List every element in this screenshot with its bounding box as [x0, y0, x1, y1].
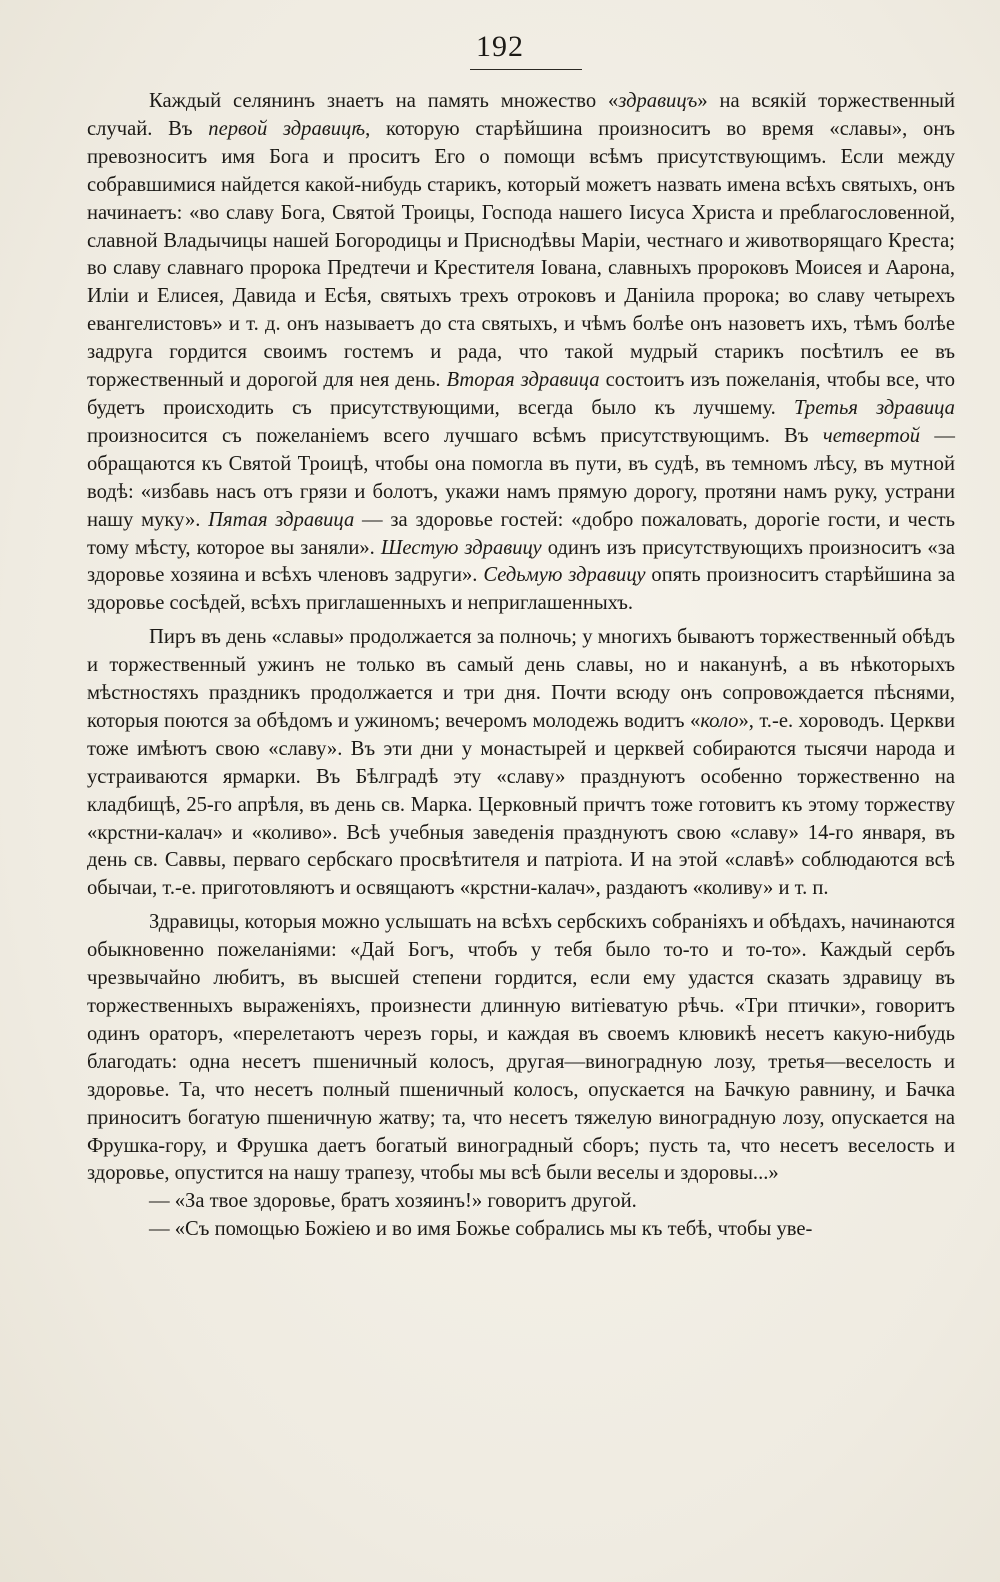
italic-term: четвертой [822, 424, 921, 447]
text-run: Пиръ въ день «славы» продолжается за полночь; у многихъ бываютъ торжественный обѣдъ и торжественный ужинъ не только въ самый день славы, но и наканунѣ, а въ нѣкоторыхъ мѣстностяхъ праздникъ продолжается и три дня. Почти всюду онъ сопровождается пѣснями, которыя поются за обѣдомъ и ужиномъ; вечеромъ молодежь водитъ « [87, 626, 955, 732]
page-number: 192 [476, 30, 524, 63]
paragraph [87, 88, 955, 618]
text-run: состоитъ изъ пожеланія, чтобы все, что будетъ происходить съ присутствующими, всегда было къ лучшему. [87, 369, 955, 419]
dialogue-line [87, 1188, 955, 1216]
text-run: произносится съ пожеланіемъ всего лучшаго всѣмъ присутствующимъ. Въ [87, 424, 823, 447]
italic-term: Пятая здравица [208, 508, 355, 531]
text-run: — обращаются къ Святой Троицѣ, чтобы она помогла въ пути, въ судѣ, въ темномъ лѣсу, въ мутной водѣ: «избавь насъ отъ грязи и болотъ, укажи намъ прямую дорогу, протяни намъ руку, устрани нашу муку». [87, 424, 955, 531]
paragraph [87, 909, 955, 1188]
text-run: опять произноситъ старѣйшина за здоровье сосѣдей, всѣхъ приглашенныхъ и неприглашенныхъ. [87, 564, 955, 615]
text-run: Здравицы, которыя можно услышать на всѣхъ сербскихъ собраніяхъ и обѣдахъ, начинаются обыкновенно пожеланіями: «Дай Богъ, чтобъ у тебя было то-то и то-то». Каждый сербъ чрезвычайно любитъ, въ высшей степени гордится, если ему удастся сказать здравицу въ торжественныхъ выраженіяхъ, произнести длинную витіеватую рѣчь. «Три птички», говоритъ одинъ ораторъ, «перелетаютъ черезъ горы, и каждая въ своемъ клювикѣ несетъ какую-нибудь благодать: одна несетъ пшеничный колосъ, другая—виноградную лозу, третья—веселость и здоровье. Та, что несетъ полный пшеничный колосъ, опускается на Бачкую равнину, и Бачка приноситъ богатую пшеничную жатву; та, что несетъ тяжелую виноградную лозу, опускается на Фрушка-гору, и Фрушка даетъ богатый виноградный сборъ; пусть та, что несетъ веселость и здоровье, опустится на нашу трапезу, чтобы мы всѣ были веселы и здоровы...» [87, 911, 955, 1185]
italic-term: Седьмую здравицу [483, 564, 646, 587]
paragraph [87, 624, 955, 903]
italic-term: здравицъ [618, 90, 698, 112]
dialogue-line [87, 1216, 955, 1244]
text-run: одинъ изъ присутствующихъ произноситъ «за здоровье хозяина и всѣхъ членовъ задруги». [87, 536, 955, 587]
italic-term: коло [700, 709, 739, 732]
text-run: » на всякій торжественный случай. Въ [87, 90, 955, 140]
italic-term: Шестую здравицу [380, 536, 542, 559]
text-run: — «За твое здоровье, братъ хозяинъ!» говоритъ другой. [149, 1190, 637, 1213]
text-run: — за здоровье гостей: «добро пожаловать, дорогіе гости, и честь тому мѣсту, которое вы заняли». [87, 508, 955, 559]
text-run: , которую старѣйшина произноситъ во время «славы», онъ превозноситъ имя Бога и проситъ Его о помощи всѣмъ присутствующимъ. Если между собравшимися найдется какой-нибудь старикъ, который можетъ назвать имена всѣхъ святыхъ, онъ начинаетъ: «во славу Бога, Святой Троицы, Господа нашего Іисуса Христа и преблагословенной, славной Владычицы нашей Богородицы и Приснодѣвы Маріи, честнаго и животворящаго Креста; во славу славнаго пророка Предтечи и Крестителя Іована, славныхъ пророковъ Моисея и Аарона, Иліи и Елисея, Давида и Есѣя, святыхъ трехъ отроковъ и Даніила пророка; во славу четырехъ евангелистовъ» и т. д. онъ называетъ до ста святыхъ, и чѣмъ болѣе онъ назоветъ ихъ, тѣмъ болѣе задруга гордится своимъ гостемъ и рада, что такой мудрый старикъ посѣтилъ ее въ торжественный и дорогой для нея день. [87, 117, 955, 392]
italic-term: Третья здравица [793, 396, 955, 419]
italic-term: первой здравицѣ [208, 117, 366, 140]
body-text [87, 88, 955, 1244]
text-run: — «Съ помощью Божіею и во имя Божье собрались мы къ тебѣ, чтобы уве- [149, 1218, 813, 1241]
text-run: », т.-е. хороводъ. Церкви тоже имѣютъ свою «славу». Въ эти дни у монастырей и церквей собираются тысячи народа и устраиваются ярмарки. Въ Бѣлградѣ эту «славу» празднуютъ особенно торжественно на кладбищѣ, 25-го апрѣля, въ день св. Марка. Церковный причтъ тоже готовитъ къ этому торжеству «крстни-калач» и «коливо». Всѣ учебныя заведенія празднуютъ свою «славу» 14-го января, въ день св. Саввы, перваго сербскаго просвѣтителя и патріота. И на этой «славѣ» соблюдаются всѣ обычаи, т.-е. приготовляютъ и освящаютъ «крстни-калач», раздаютъ «коливу» и т. п. [87, 709, 955, 900]
page-number-rule [470, 69, 582, 70]
text-run: Каждый селянинъ знаетъ на память множество « [149, 90, 619, 112]
italic-term: Вторая здравица [446, 369, 600, 392]
